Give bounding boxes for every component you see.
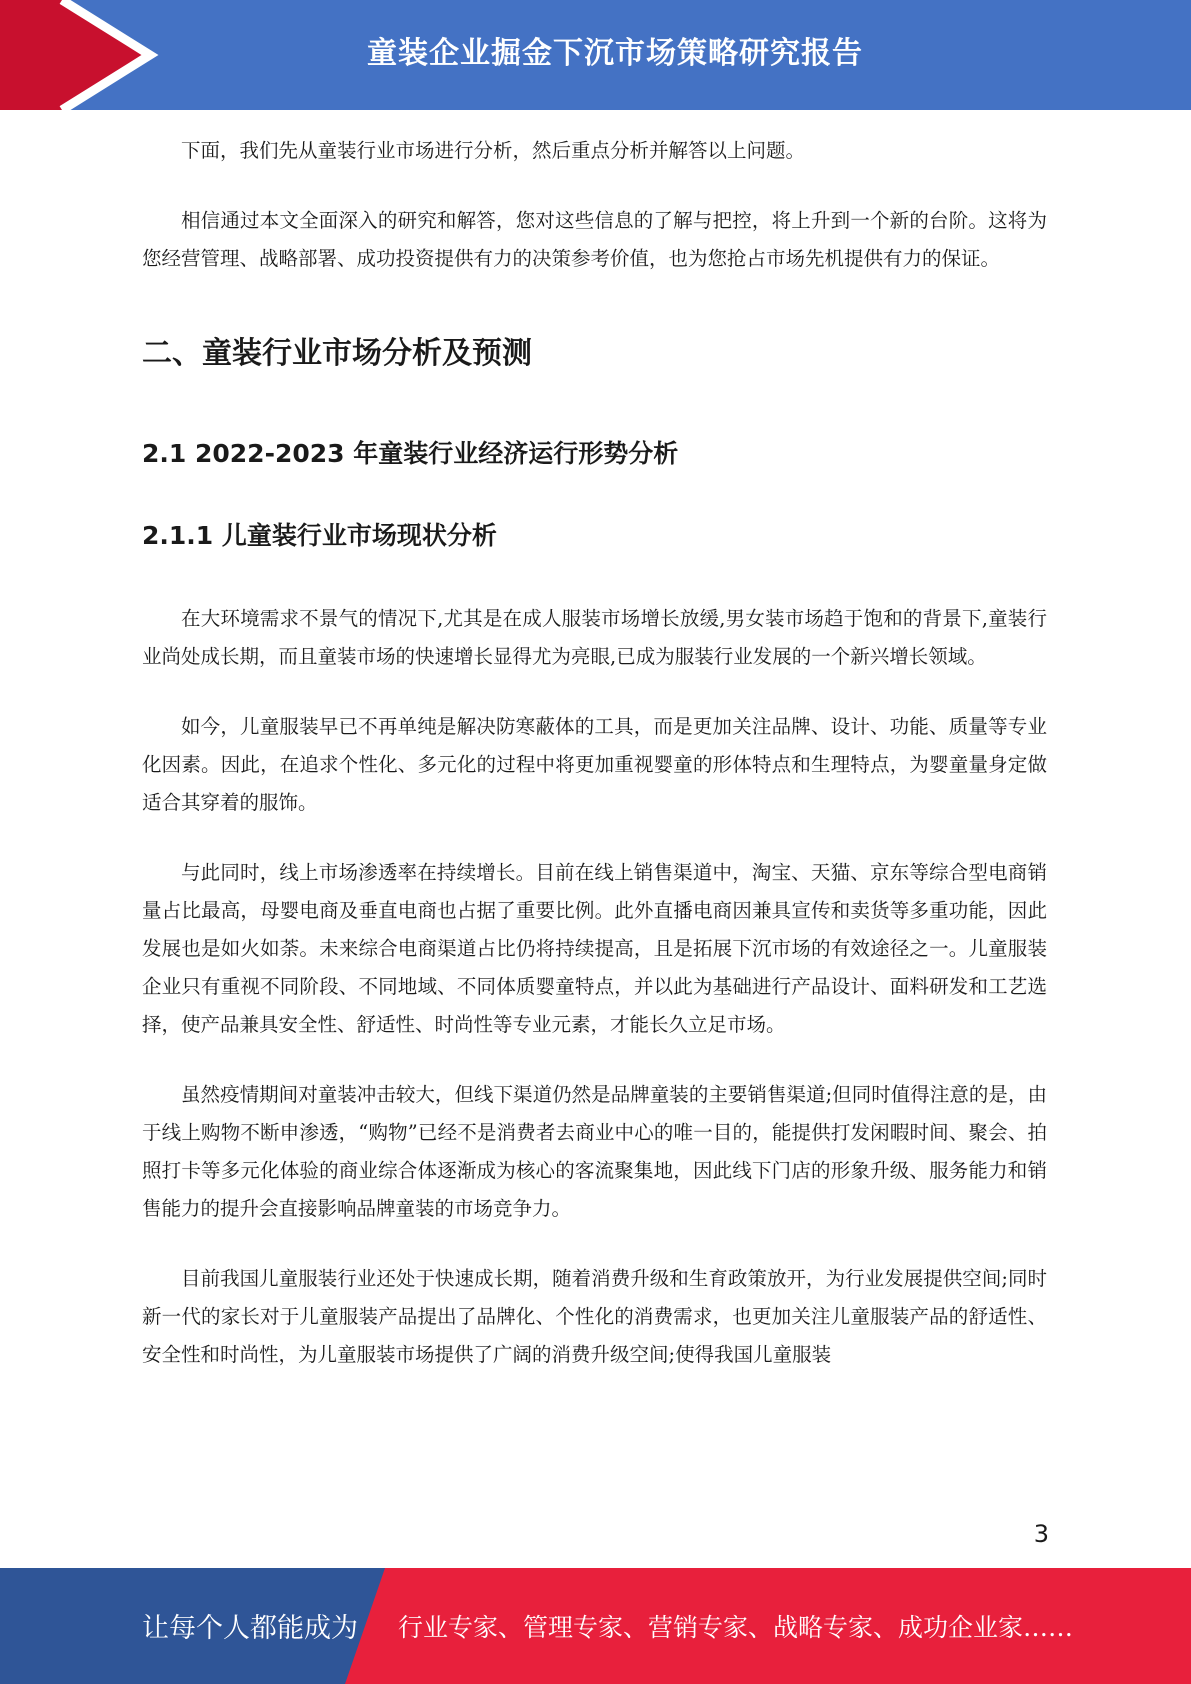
footer-slogan-right: 行业专家、管理专家、营销专家、战略专家、成功企业家……	[398, 1613, 1074, 1642]
page-footer	[0, 1568, 1191, 1684]
report-title: 童装企业掘金下沉市场策略研究报告	[367, 36, 863, 71]
body-paragraph-1: 在大环境需求不景气的情况下,尤其是在成人服装市场增长放缓,男女装市场趋于饱和的背景下,童装行业尚处成长期，而且童装市场的快速增长显得尤为亮眼,已成为服装行业发展的一个新兴增长领域。	[142, 607, 1047, 668]
section-heading: 二、童装行业市场分析及预测	[142, 336, 532, 371]
page-content	[142, 132, 1047, 1406]
body-paragraph-5: 目前我国儿童服装行业还处于快速成长期，随着消费升级和生育政策放开，为行业发展提供空间;同时新一代的家长对于儿童服装产品提出了品牌化、个性化的消费需求，也更加关注儿童服装产品的舒适性、安全性和时尚性，为儿童服装市场提供了广阔的消费升级空间;使得我国儿童服装	[142, 1267, 1047, 1366]
body-paragraph-2: 如今，儿童服装早已不再单纯是解决防寒蔽体的工具，而是更加关注品牌、设计、功能、质量等专业化因素。因此，在追求个性化、多元化的过程中将更加重视婴童的形体特点和生理特点，为婴童量身定做适合其穿着的服饰。	[142, 715, 1047, 814]
subsection-heading: 2.1 2022-2023 年童装行业经济运行形势分析	[142, 439, 679, 468]
intro-paragraph-2: 相信通过本文全面深入的研究和解答，您对这些信息的了解与把控，将上升到一个新的台阶。这将为您经营管理、战略部署、成功投资提供有力的决策参考价值，也为您抢占市场先机提供有力的保证。	[142, 209, 1047, 270]
page-header	[0, 0, 1191, 110]
intro-paragraph-1: 下面，我们先从童装行业市场进行分析，然后重点分析并解答以上问题。	[181, 139, 806, 162]
page-number: 3	[1033, 1520, 1049, 1548]
body-paragraph-3: 与此同时，线上市场渗透率在持续增长。目前在线上销售渠道中，淘宝、天猫、京东等综合型电商销量占比最高，母婴电商及垂直电商也占据了重要比例。此外直播电商因兼具宣传和卖货等多重功能，因此发展也是如火如荼。未来综合电商渠道占比仍将持续提高，且是拓展下沉市场的有效途径之一。儿童服装企业只有重视不同阶段、不同地域、不同体质婴童特点，并以此为基础进行产品设计、面料研发和工艺选择，使产品兼具安全性、舒适性、时尚性等专业元素，才能长久立足市场。	[142, 861, 1047, 1036]
body-paragraph-4: 虽然疫情期间对童装冲击较大，但线下渠道仍然是品牌童装的主要销售渠道;但同时值得注意的是，由于线上购物不断申渗透，“购物”已经不是消费者去商业中心的唯一目的，能提供打发闲暇时间、聚会、拍照打卡等多元化体验的商业综合体逐渐成为核心的客流聚集地，因此线下门店的形象升级、服务能力和销售能力的提升会直接影响品牌童装的市场竞争力。	[142, 1083, 1047, 1220]
footer-slogan-left: 让每个人都能成为	[142, 1613, 358, 1644]
subsubsection-heading: 2.1.1 儿童装行业市场现状分析	[142, 521, 497, 550]
